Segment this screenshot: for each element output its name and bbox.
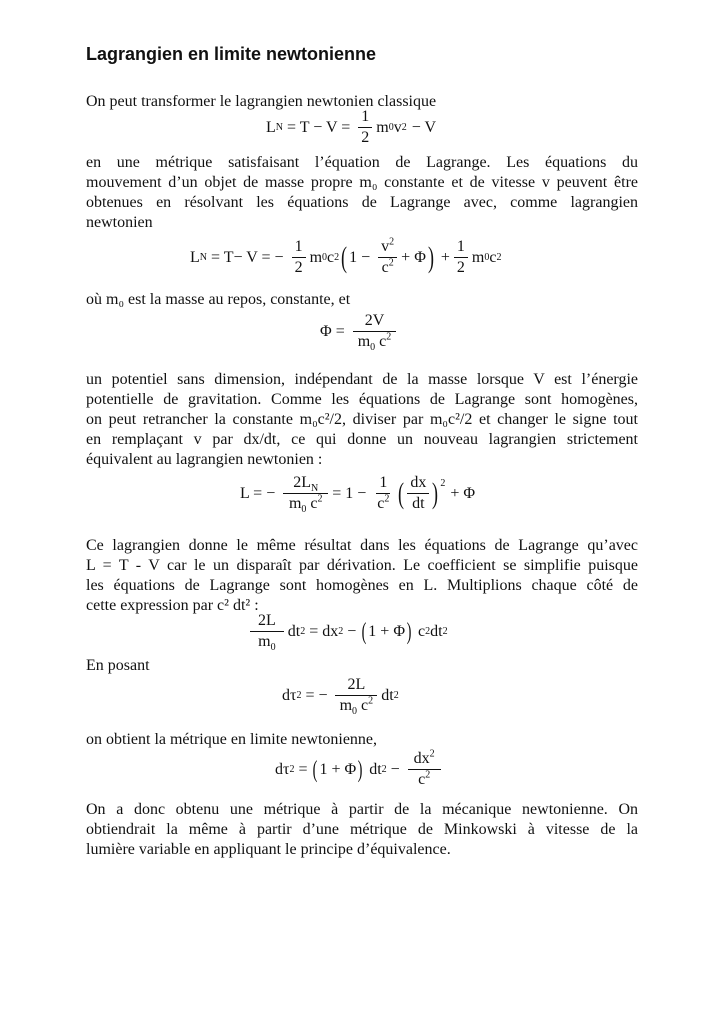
equation-lagrangian-newtonian: L N = T− V = − $\frac{1}{2}$ m 0 c 2 ( 1 − $\frac{v^2}{c^2}$ + Φ ) + $\frac{1}{2}$ m 0 c 2 [190, 236, 502, 276]
eq-sup: 2 [425, 769, 431, 781]
equation-multiplied: $\frac{2L}{m_0}$ dt 2 = dx 2 − ( 1 + Φ ) c 2 dt 2 [246, 612, 448, 651]
text-line: où m₀ est la masse au repos, constante, et [86, 291, 351, 308]
eq-term: dt [430, 622, 443, 640]
paragraph-equations-motion [86, 153, 638, 233]
eq-term: c [361, 697, 369, 714]
eq-term: m [471, 248, 485, 266]
eq-term: = dx [305, 622, 339, 640]
numerator: dx [407, 474, 429, 494]
right-paren: ) [406, 618, 412, 645]
eq-term: 2L [293, 474, 312, 491]
text-line: cette expression par c² dt² : [86, 597, 259, 614]
text-line: On a donc obtenu une métrique à partir de la mécanique newtonienne. On [86, 801, 638, 818]
text-line: On peut transformer le lagrangien newtonien classique [86, 93, 437, 110]
eq-term: + Φ [450, 484, 476, 502]
eq-term: c [379, 333, 387, 350]
numerator: 1 [358, 108, 372, 128]
left-paren: ( [313, 756, 318, 783]
paragraph-rest-mass [86, 290, 638, 310]
eq-sub: 0 [352, 706, 358, 718]
eq-term: c [489, 248, 497, 266]
eq-term: m [376, 118, 389, 136]
equation-new-lagrangian: L = − $\frac{2L_N}{m_0 c^2}$ = 1 − $\frac{1}{c^2}$ ( $\frac{dx}{dt}$ ) $^2$ + Φ [240, 474, 476, 516]
eq-sup: 2 [386, 331, 392, 343]
eq-term: v [393, 118, 402, 136]
text-line: les équations de Lagrange sont homogènes en L. Multiplions chaque côté de [86, 577, 638, 594]
eq-term: L [190, 248, 200, 266]
eq-term: c [381, 259, 389, 276]
denominator [415, 770, 433, 789]
numerator: 1 [454, 238, 468, 258]
eq-term: c [310, 495, 318, 512]
eq-term: − [343, 622, 361, 640]
text-line: obtenues en résolvant les équations de Lagrange avec, comme lagrangien [86, 194, 638, 211]
left-paren: ( [361, 618, 367, 645]
text-line: mouvement d’un objet de masse propre m₀ constante et de vitesse v peuvent être [86, 174, 638, 191]
eq-sub: N [311, 483, 319, 495]
paragraph-conclusion [86, 800, 638, 860]
fraction [454, 238, 468, 277]
eq-sub: 0 [301, 504, 307, 516]
text-line: potentielle de gravitation. Comme les équations de Lagrange sont homogènes, [86, 391, 638, 408]
eq-sup: 2 [384, 493, 390, 505]
text-line: L = T - V car le un disparaît par dérivation. Le coefficient se simplifie puisque [86, 557, 638, 574]
text-line: on peut retrancher la constante m₀c²/2, diviser par m₀c²/2 et changer le signe tout [86, 411, 638, 428]
left-paren: ( [341, 240, 348, 274]
equation-lagrangian-classic: L N = T − V = $\frac{1}{2}$ m 0 v 2 − V [266, 108, 437, 146]
eq-term: L [266, 118, 276, 136]
fraction [378, 238, 397, 277]
eq-sub: 0 [370, 342, 376, 354]
fraction [407, 474, 429, 513]
eq-term: c [418, 622, 426, 640]
left-paren: ( [398, 476, 405, 510]
paragraph-metric-obtained [86, 730, 638, 750]
eq-term: m [258, 633, 271, 650]
eq-sup: 2 [317, 493, 323, 505]
eq-term: Φ = [320, 322, 349, 340]
denominator [286, 493, 326, 516]
eq-term: dτ [275, 760, 290, 778]
equation-proper-time: dτ 2 = − $\frac{2L}{m_0 c^2}$ dt 2 [282, 676, 399, 718]
paragraph-potential-description [86, 370, 638, 470]
eq-sup: 2 [429, 748, 435, 760]
eq-term: c [377, 495, 385, 512]
denominator: dt [412, 495, 425, 512]
eq-term: = − [301, 686, 332, 704]
eq-sup: 2 [389, 236, 395, 248]
text-line: équivalent au lagrangien newtonien : [86, 451, 323, 468]
eq-term: − [386, 760, 404, 778]
eq-term: = [294, 760, 312, 778]
fraction [408, 750, 441, 789]
eq-term: m [288, 495, 302, 512]
numerator: 2L [250, 612, 284, 632]
denominator: 2 [294, 259, 303, 276]
denominator [374, 494, 392, 513]
text-line: lumière variable en appliquant le principe d’équivalence. [86, 841, 451, 858]
text-line: newtonien [86, 214, 153, 231]
right-paren: ) [427, 240, 434, 274]
eq-term: dτ [282, 686, 297, 704]
eq-term: = T− V = − [207, 248, 288, 266]
denominator: 2 [456, 259, 465, 276]
page-title: Lagrangien en limite newtonienne [86, 44, 377, 64]
denominator [337, 695, 377, 718]
text-line: Ce lagrangien donne le même résultat dans les équations de Lagrange qu’avec [86, 537, 638, 554]
eq-term: 1 + Φ [319, 760, 357, 778]
eq-term: + [440, 248, 450, 266]
fraction [335, 676, 377, 718]
fraction [353, 312, 397, 354]
eq-term: = 1 − [332, 484, 371, 502]
text-line: en remplaçant v par dx/dt, ce qui donne un nouveau lagrangien strictement [86, 431, 638, 448]
denominator [255, 632, 278, 654]
numerator: 2V [353, 312, 397, 332]
equation-newtonian-metric: dτ 2 = ( 1 + Φ ) dt 2 − $\frac{dx^2}{c^2}$ [275, 750, 445, 789]
fraction [374, 474, 392, 513]
eq-term: − V [411, 118, 437, 136]
paragraph-en-posant [86, 656, 638, 676]
eq-term: c [327, 248, 335, 266]
eq-term: + Φ [401, 248, 426, 266]
paragraph-lagrangian-result [86, 536, 638, 616]
eq-sub: 0 [270, 642, 276, 654]
numerator [283, 474, 328, 494]
eq-term: m [309, 248, 323, 266]
denominator [379, 258, 397, 277]
eq-term: m [339, 697, 353, 714]
eq-term: 1 + Φ [368, 622, 406, 640]
eq-term: L = − [240, 484, 280, 502]
numerator [378, 238, 397, 258]
numerator: 1 [376, 474, 390, 494]
numerator [408, 750, 441, 770]
eq-term: m [357, 333, 371, 350]
eq-term: c [418, 771, 426, 788]
right-paren: ) [357, 756, 363, 783]
eq-term: dt [369, 760, 382, 778]
eq-sup: 2 [388, 257, 394, 269]
eq-term: dx [413, 750, 430, 767]
eq-term: 1 − [349, 248, 375, 266]
eq-term: v [381, 238, 390, 255]
fraction [292, 238, 306, 277]
text-line: on obtient la métrique en limite newtonienne, [86, 731, 378, 748]
eq-term: = T − V = [283, 118, 355, 136]
denominator: 2 [361, 129, 370, 146]
eq-sup: 2 [368, 695, 374, 707]
right-paren: ) [432, 476, 439, 510]
numerator: 1 [292, 238, 306, 258]
fraction [358, 108, 372, 147]
denominator [355, 331, 395, 354]
text-line: En posant [86, 657, 150, 674]
numerator: 2L [335, 676, 377, 696]
text-line: obtiendrait la même à partir d’une métrique de Minkowski à vitesse de la [86, 821, 638, 838]
eq-term: dt [287, 622, 301, 640]
eq-term: dt [381, 686, 394, 704]
equation-potential [320, 312, 400, 354]
fraction [283, 474, 328, 516]
fraction [250, 612, 284, 654]
text-line: en une métrique satisfaisant l’équation de Lagrange. Les équations du [86, 154, 638, 171]
text-line: un potentiel sans dimension, indépendant de la masse lorsque V est l’énergie [86, 371, 638, 388]
